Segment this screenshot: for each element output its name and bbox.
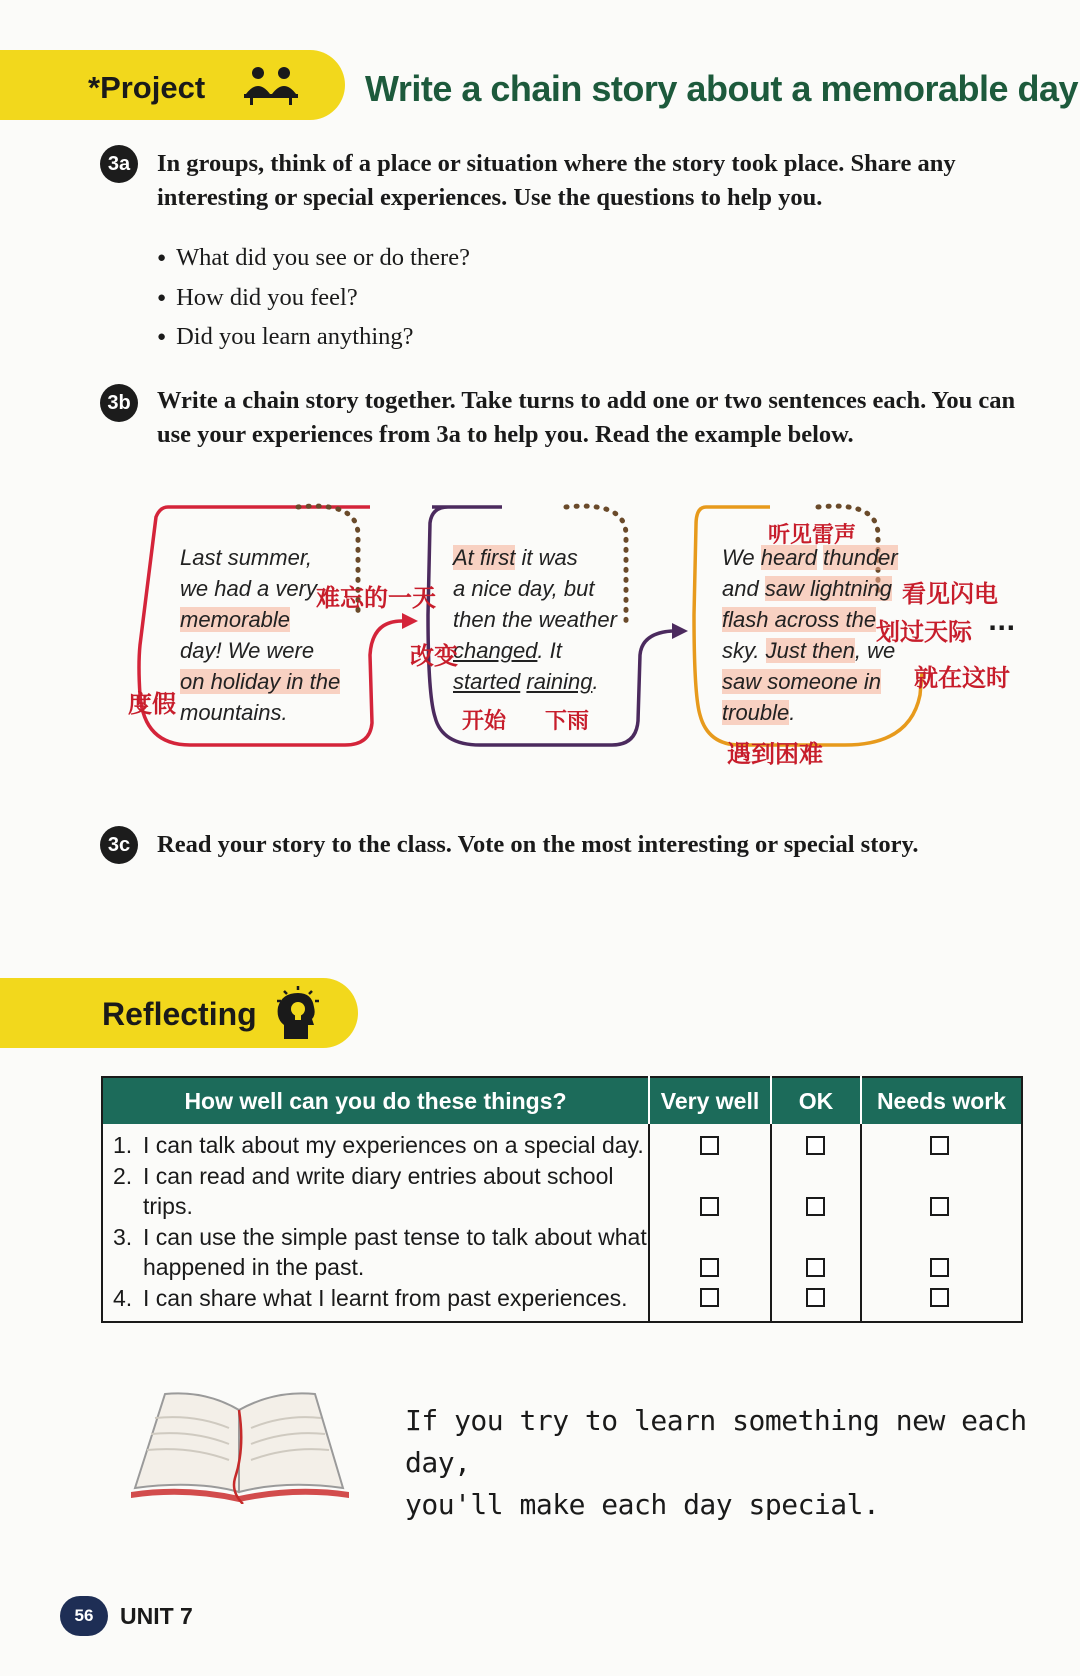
statement-number: 3. <box>113 1223 133 1250</box>
note-memorable-day: 难忘的一天 <box>316 584 436 612</box>
table-body-row <box>102 1124 1022 1322</box>
reflecting-table <box>101 1076 1023 1323</box>
statement-number: 4. <box>113 1284 133 1311</box>
highlighted-word: Just then <box>765 638 855 663</box>
checkbox-2-needs-work[interactable] <box>930 1197 949 1216</box>
story-fragment: . <box>789 700 796 725</box>
note-just-then: 就在这时 <box>914 664 1010 692</box>
unit-label: UNIT 7 <box>120 1603 193 1629</box>
statement-text: I can use the simple past tense to talk about what happened in the past. <box>143 1223 647 1280</box>
story-fragment: sky. <box>722 638 766 663</box>
table-header-row <box>102 1077 1022 1124</box>
story-line: mountains. <box>180 700 288 725</box>
project-title: Write a chain story about a memorable day <box>365 68 1079 109</box>
story-line: day! We were <box>180 638 315 663</box>
checkbox-1-ok[interactable] <box>806 1136 825 1155</box>
quote <box>405 1400 1080 1526</box>
header-ok: OK <box>771 1077 861 1124</box>
story-line <box>453 542 643 573</box>
section-3c-instruction: Read your story to the class. Vote on the most interesting or special story. <box>157 831 919 858</box>
statement-item <box>113 1130 648 1161</box>
section-3c-badge: 3c <box>100 826 138 864</box>
statement-text: I can share what I learnt from past experiences. <box>143 1284 628 1311</box>
underlined-word: changed <box>453 638 538 663</box>
story-fragment: very <box>275 576 317 601</box>
checkbox-3-ok[interactable] <box>806 1258 825 1277</box>
page-number: 56 <box>60 1596 108 1636</box>
checkbox-2-very-well[interactable] <box>700 1197 719 1216</box>
very-well-cell <box>649 1124 771 1322</box>
story-fragment: we had a <box>180 576 276 601</box>
highlighted-word: heard <box>760 545 817 570</box>
question-list <box>157 240 470 359</box>
highlighted-word: thunder <box>823 545 898 570</box>
story-fragment: . <box>592 669 599 694</box>
statement-text: I can read and write diary entries about school trips. <box>143 1162 614 1219</box>
underlined-word: raining <box>526 669 593 694</box>
section-3b-badge: 3b <box>100 384 138 422</box>
story-line <box>722 666 922 697</box>
highlighted-word: trouble <box>722 700 790 725</box>
note-rain: 下雨 <box>545 709 590 734</box>
note-start: 开始 <box>462 709 507 734</box>
checkbox-4-ok[interactable] <box>806 1288 825 1307</box>
group-people-icon <box>240 64 302 106</box>
note-change: 改变 <box>410 642 458 670</box>
story-fragment: , we <box>854 638 896 663</box>
highlighted-word: saw lightning <box>764 576 893 601</box>
section-3a-badge: 3a <box>100 145 138 183</box>
story-line <box>453 666 643 697</box>
header-needs-work: Needs work <box>861 1077 1022 1124</box>
checkbox-4-very-well[interactable] <box>700 1288 719 1307</box>
statement-text: I can talk about my experiences on a special day. <box>143 1132 644 1158</box>
checkbox-1-needs-work[interactable] <box>930 1136 949 1155</box>
statement-number: 2. <box>113 1162 133 1189</box>
checkbox-3-needs-work[interactable] <box>930 1258 949 1277</box>
highlighted-word: saw someone in <box>722 669 881 694</box>
highlighted-word: flash across the <box>722 607 877 632</box>
arrow-1-head <box>402 613 418 629</box>
quote-line-1: If you try to learn something new each day, <box>405 1404 1027 1479</box>
story-line: Last summer, <box>180 545 313 570</box>
story-line: a nice day, but <box>453 576 595 601</box>
section-3a-instruction: In groups, think of a place or situation where the story took place. Share any interesting or special experiences. Use the questions to help you. <box>157 150 956 211</box>
story-fragment: . It <box>537 638 562 663</box>
note-across-sky: 划过天际 <box>876 618 972 646</box>
statement-item <box>113 1283 648 1314</box>
ok-cell <box>771 1124 861 1322</box>
story-fragment: it was <box>515 545 578 570</box>
statements-cell <box>102 1124 649 1322</box>
highlighted-word: on holiday in the <box>180 669 341 694</box>
project-label: *Project <box>88 70 206 105</box>
note-holiday: 度假 <box>128 690 176 718</box>
story-fragment: and <box>722 576 765 601</box>
story-panel-2 <box>453 542 643 697</box>
story-line <box>722 573 922 604</box>
head-lightbulb-icon <box>274 985 320 1041</box>
header-very-well: Very well <box>649 1077 771 1124</box>
checkbox-2-ok[interactable] <box>806 1197 825 1216</box>
question-item: ● What did you see or do there? <box>157 240 470 280</box>
highlighted-word: At first <box>453 545 516 570</box>
story-fragment: We <box>722 545 761 570</box>
story-panel-1 <box>180 542 360 728</box>
open-book-icon <box>125 1388 355 1504</box>
highlighted-word: memorable <box>180 607 291 632</box>
story-line <box>453 635 643 666</box>
note-heard-thunder: 听见雷声 <box>768 523 857 548</box>
note-ellipsis: ... <box>988 608 1016 636</box>
story-line: then the weather <box>453 607 617 632</box>
quote-line-2: you'll make each day special. <box>405 1488 880 1521</box>
statement-number: 1. <box>113 1132 133 1158</box>
arrow-2-head <box>672 623 688 639</box>
question-item: ● Did you learn anything? <box>157 319 470 359</box>
checkbox-4-needs-work[interactable] <box>930 1288 949 1307</box>
note-saw-lightning: 看见闪电 <box>902 580 998 608</box>
section-3b-instruction: Write a chain story together. Take turns to add one or two sentences each. You can use your experiences from 3a to help you. Read the example below. <box>157 387 1016 448</box>
needs-work-cell <box>861 1124 1022 1322</box>
question-item: ● How did you feel? <box>157 280 470 320</box>
checkbox-3-very-well[interactable] <box>700 1258 719 1277</box>
underlined-word: started <box>453 669 521 694</box>
statement-list <box>103 1124 648 1321</box>
checkbox-1-very-well[interactable] <box>700 1136 719 1155</box>
header-statement: How well can you do these things? <box>102 1077 649 1124</box>
reflecting-label: Reflecting <box>102 996 257 1032</box>
story-line <box>180 666 360 697</box>
note-in-trouble: 遇到困难 <box>727 740 823 768</box>
statement-item <box>113 1161 648 1222</box>
story-line <box>722 697 922 728</box>
statement-item <box>113 1222 648 1283</box>
